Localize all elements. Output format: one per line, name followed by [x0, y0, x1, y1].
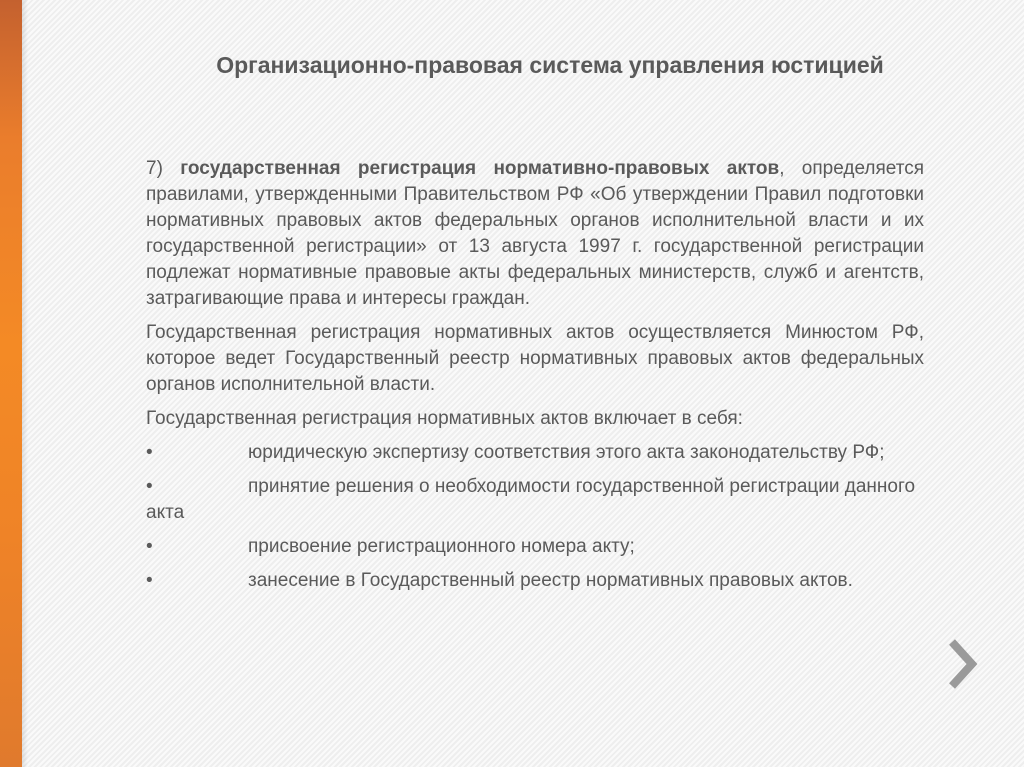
list-item-text: занесение в Государственный реестр нормативных правовых актов.: [248, 570, 853, 591]
slide-body: [146, 156, 924, 602]
paragraph-minjust: Государственная регистрация нормативных актов осуществляется Минюстом РФ, которое ведет Государственный реестр нормативных правовых актов федеральных органов исполнительной власти.: [146, 322, 924, 395]
next-slide-button[interactable]: [944, 638, 980, 690]
paragraph-text: , определяется правилами, утвержденными Правительством РФ «Об утверждении Правил подготовки нормативных правовых актов федеральных органов исполнительной власти и их государственной регистрации» от 13 августа 1997 г. государственной регистрации подлежат нормативные правовые акты федеральных министерств, служб и агентств, затрагивающие права и интересы граждан.: [146, 158, 924, 309]
list-item-text: юридическую экспертизу соответствия этого акта законодательству РФ;: [248, 442, 885, 463]
chevron-right-icon: [944, 638, 980, 690]
list-item: [146, 568, 924, 594]
list-item: [146, 474, 924, 526]
list-item-text: присвоение регистрационного номера акту;: [248, 536, 635, 557]
accent-strip-shadow: [22, 0, 28, 767]
bullet-icon: •: [146, 536, 153, 557]
paragraph-includes: Государственная регистрация нормативных актов включает в себя:: [146, 408, 743, 429]
paragraph-registration: [146, 156, 924, 312]
accent-strip: [0, 0, 22, 767]
bullet-icon: •: [146, 570, 153, 591]
slide-title: Организационно-правовая система управления юстицией: [216, 52, 884, 78]
list-item: [146, 440, 924, 466]
paragraph-highlight: государственная регистрация нормативно-правовых актов: [180, 158, 780, 179]
bullet-icon: •: [146, 442, 153, 463]
list-item-text: принятие решения о необходимости государственной регистрации данного акта: [146, 476, 916, 523]
paragraph-number: 7): [146, 158, 181, 179]
bullet-icon: •: [146, 476, 153, 497]
list-item: [146, 534, 924, 560]
